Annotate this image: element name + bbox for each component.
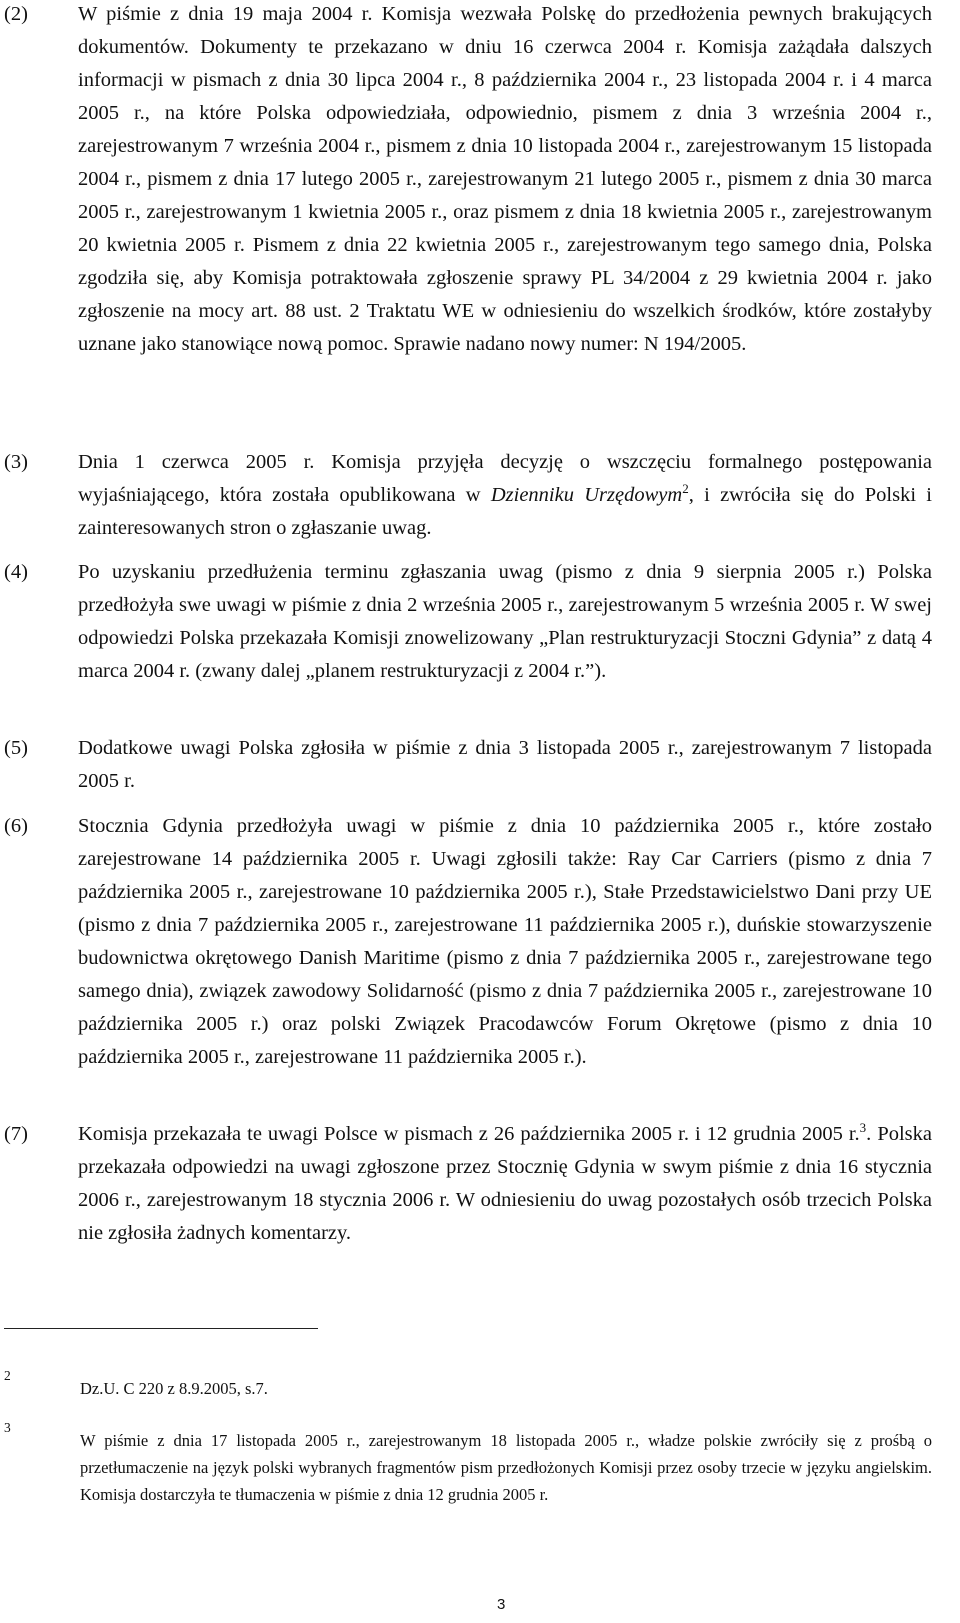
page-number: 3 [497,1596,506,1613]
footnote-number: 3 [4,1420,11,1435]
footnote-text: Dz.U. C 220 z 8.9.2005, s.7. [80,1379,268,1398]
paragraph-text: W piśmie z dnia 19 maja 2004 r. Komisja wezwała Polskę do przedłożenia pewnych brakujących dokumentów. Dokumenty te przekazano w dniu 16 czerwca 2004 r. Komisja zażądała dalszych informacji w pismach z dnia 30 lipca 2004 r., 8 października 2004 r., 23 listopada 2004 r. i 4 marca 2005 r., na które Polska odpowiedziała, odpowiednio, pismem z dnia 3 września 2004 r., zarejestrowanym 7 września 2004 r., pismem z dnia 10 listopada 2004 r., zarejestrowanym 15 listopada 2004 r., pismem z dnia 17 lutego 2005 r., zarejestrowanym 21 lutego 2005 r., pismem z dnia 30 marca 2005 r., zarejestrowanym 1 kwietnia 2005 r., oraz pismem z dnia 18 kwietnia 2005 r., zarejestrowanym 20 kwietnia 2005 r. Pismem z dnia 22 kwietnia 2005 r., zarejestrowanym tego samego dnia, Polska zgodziła się, aby Komisja potraktowała zgłoszenie sprawy PL 34/2004 z 29 kwietnia 2004 r. jako zgłoszenie na mocy art. 88 ust. 2 Traktatu WE w odniesieniu do wszelkich środków, które zostałyby uznane jako stanowiące nową pomoc. Sprawie nadano nowy numer: N 194/2005. [78,3,932,355]
footnote-number: 2 [4,1368,11,1383]
text-segment: , i zwróciła się do Polski i zainteresowanych stron o zgłaszanie uwag. [78,484,932,539]
paragraph-text: Stocznia Gdynia przedłożyła uwagi w piśmie z dnia 10 października 2005 r., które zostało zarejestrowane 14 października 2005 r. Uwagi zgłosili także: Ray Car Carriers (pismo z dnia 7 października 2005 r., zarejestrowane 10 października 2005 r.), Stałe Przedstawicielstwo Dani przy UE (pismo z dnia 7 października 2005 r., zarejestrowane 11 października 2005 r.), duńskie stowarzyszenie budownictwa okrętowego Danish Maritime (pismo z dnia 7 października 2005 r., zarejestrowane tego samego dnia), związek zawodowy Solidarność (pismo z dnia 7 października 2005 r., zarejestrowane 10 października 2005 r.) oraz polski Związek Pracodawców Forum Okrętowe (pismo z dnia 10 października 2005 r., zarejestrowane 11 października 2005 r.). [78,815,932,1068]
text-segment: Dnia 1 czerwca 2005 r. Komisja przyjęła decyzję o wszczęciu formalnego postępowania wyjaśniającego, która została opublikowana w [78,451,932,506]
paragraph-number: (7) [4,1123,28,1145]
footnote-reference[interactable]: 2 [682,481,689,497]
paragraph-text: Po uzyskaniu przedłużenia terminu zgłaszania uwag (pismo z dnia 9 sierpnia 2005 r.) Polska przedłożyła swe uwagi w piśmie z dnia 2 września 2005 r., zarejestrowanym 5 września 2005 r. W swej odpowiedzi Polska przekazała Komisji znowelizowany „Plan restrukturyzacji Stoczni Gdynia” z datą 4 marca 2004 r. (zwany dalej „planem restrukturyzacji z 2004 r.”). [78,561,932,682]
paragraph-number: (3) [4,451,28,473]
footnote-text: W piśmie z dnia 17 listopada 2005 r., zarejestrowanym 18 listopada 2005 r., władze polskie zwróciły się z prośbą o przetłumaczenie na język polski wybranych fragmentów pism przedłożonych Komisji przez osoby trzecie w języku angielskim. Komisja dostarczyła te tłumaczenia w piśmie z dnia 12 grudnia 2005 r. [80,1431,932,1504]
paragraph-text [78,446,932,545]
footnote-reference[interactable]: 3 [859,1120,867,1136]
paragraph-text [78,1118,932,1250]
paragraph-text: Dodatkowe uwagi Polska zgłosiła w piśmie z dnia 3 listopada 2005 r., zarejestrowanym 7 listopada 2005 r. [78,737,932,792]
paragraph-number: (2) [4,3,28,25]
text-segment: . Polska przekazała odpowiedzi na uwagi zgłoszone przez Stocznię Gdynia w swym piśmie z dnia 16 stycznia 2006 r., zarejestrowanym 18 stycznia 2006 r. W odniesieniu do uwag pozostałych osób trzecich Polska nie zgłosiła żadnych komentarzy. [78,1123,932,1244]
journal-name: Dzienniku Urzędowym [490,484,683,506]
paragraph-number: (6) [4,815,28,837]
footnote-separator [4,1328,318,1329]
paragraph-number: (5) [4,737,28,759]
paragraph-number: (4) [4,561,28,583]
text-segment: Komisja przekazała te uwagi Polsce w pismach z 26 października 2005 r. i 12 grudnia 2005 r. [78,1123,860,1145]
